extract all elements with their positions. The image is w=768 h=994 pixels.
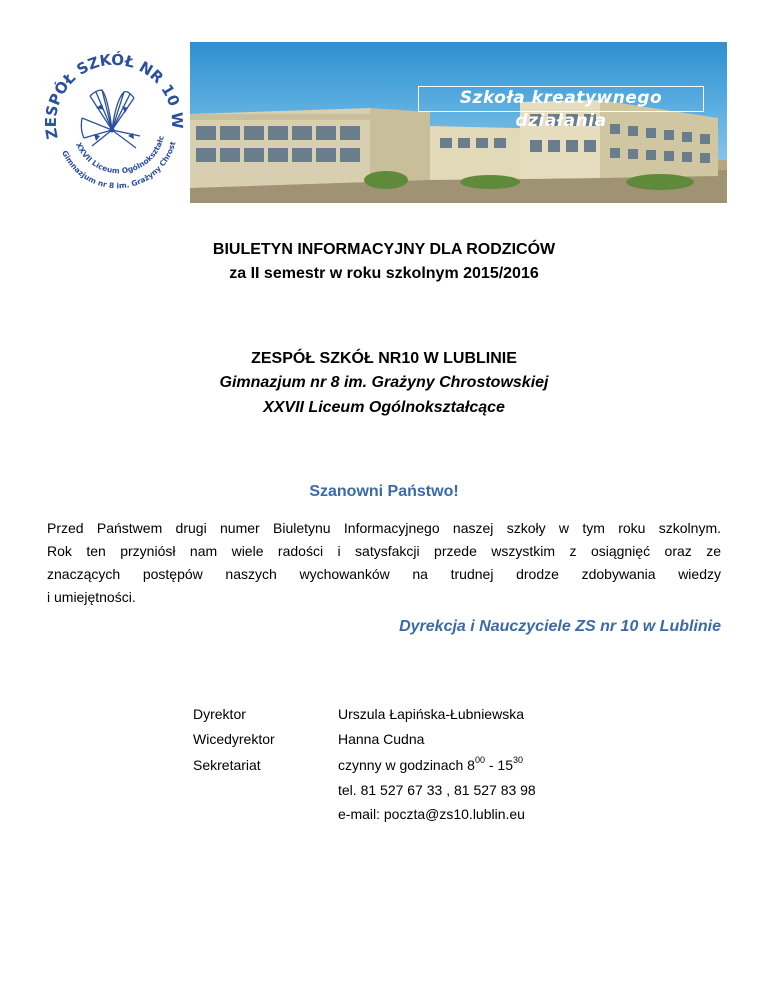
lyceum-name: XXVII Liceum Ogólnokształcące: [263, 399, 505, 416]
intro-line: znaczących postępów naszych wychowanków na trudnej drodze zdobywania wiedzy: [47, 566, 721, 582]
vice-director-value: Hanna Cudna: [338, 731, 425, 747]
logo-text-bottom-2: Gimnazjum nr 8 im. Grażyny Chrost: [60, 140, 178, 191]
logo-text-bottom-1: XXVII Liceum Ogólnokształc: [74, 134, 166, 176]
bulletin-subtitle: za II semestr w roku szkolnym 2015/2016: [229, 265, 539, 282]
phone-numbers: tel. 81 527 67 33 , 81 527 83 98: [338, 782, 536, 798]
gymnasium-name: Gimnazjum nr 8 im. Grażyny Chrostowskiej: [219, 374, 549, 391]
vice-director-label: Wicedyrektor: [193, 731, 275, 747]
header-banner: [190, 42, 727, 203]
school-name: ZESPÓŁ SZKÓŁ NR10 W LUBLINIE: [251, 350, 517, 367]
bulletin-title: BIULETYN INFORMACYJNY DLA RODZICÓW: [212, 241, 556, 258]
director-label: Dyrektor: [193, 706, 246, 722]
secretariat-label: Sekretariat: [193, 757, 261, 773]
email-address[interactable]: e-mail: poczta@zs10.lublin.eu: [338, 806, 525, 822]
logo-text-top: ZESPÓŁ SZKÓŁ NR 10 W: [41, 50, 187, 141]
school-logo: [36, 40, 188, 192]
secretariat-hours: czynny w godzinach $8^{00} - 15^{30}$: [338, 755, 524, 773]
intro-line: Rok ten przyniósł nam wiele radości i satysfakcji przede wszystkim z osiągnięć oraz ze: [47, 543, 721, 559]
intro-line: i umiejętności.: [47, 589, 136, 605]
director-value: Urszula Łapińska-Łubniewska: [338, 706, 524, 722]
banner-slogan: Szkoła kreatywnego działania: [418, 86, 704, 112]
greeting: Szanowni Państwo!: [309, 483, 459, 500]
intro-paragraph: [47, 517, 721, 609]
intro-line: Przed Państwem drugi numer Biuletynu Informacyjnego naszej szkoły w tym roku szkolnym.: [47, 520, 721, 536]
signature: Dyrekcja i Nauczyciele ZS nr 10 w Lublinie: [399, 618, 721, 635]
